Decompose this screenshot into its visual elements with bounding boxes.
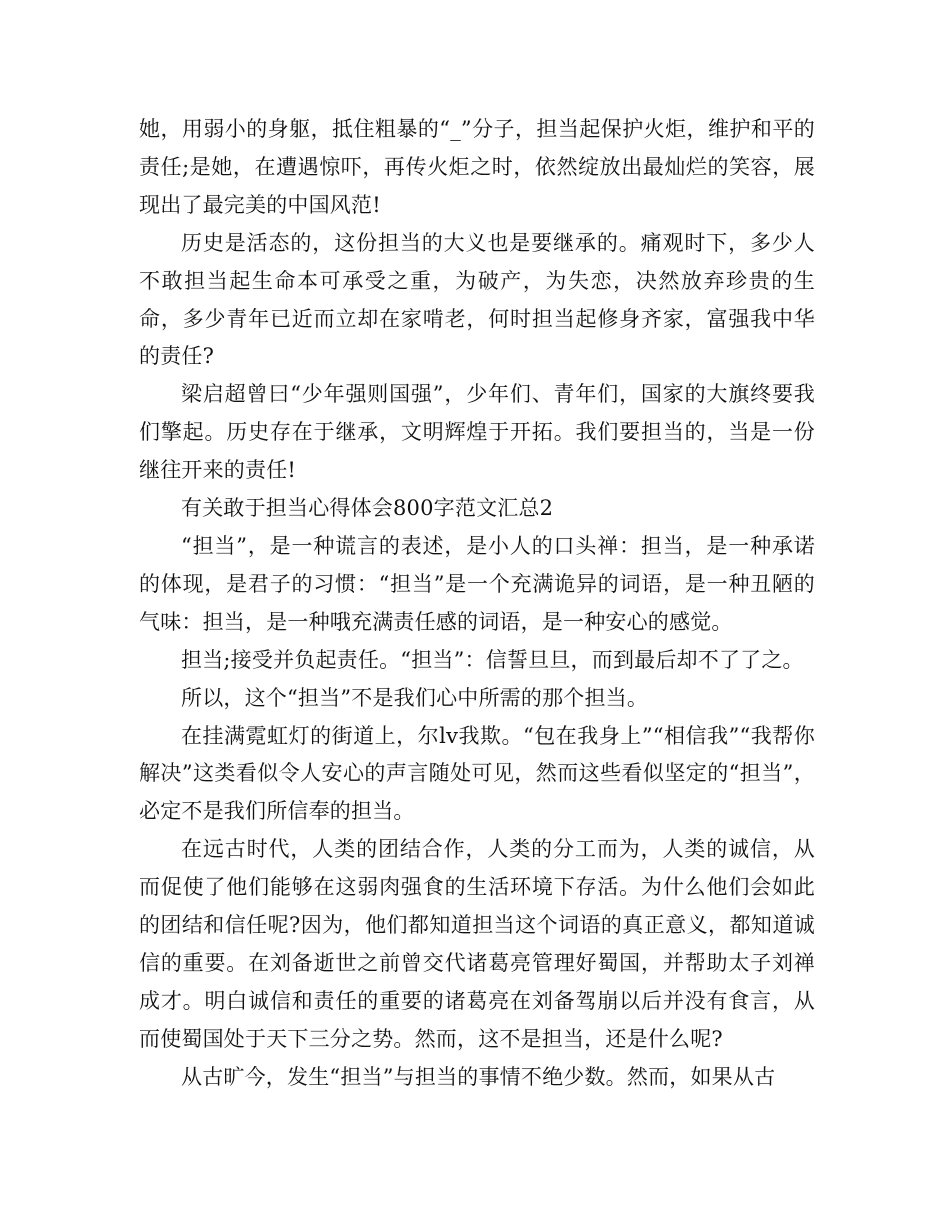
paragraph-8: 在远古时代，人类的团结合作，人类的分工而为，人类的诚信，从而促使了他们能够在这弱肉强食的生活环境下存活。为什么他们会如此的团结和信任呢?因为，他们都知道担当这个词语的真正意义，都知道诚信的重要。在刘备逝世之前曾交代诸葛亮管理好蜀国，并帮助太子刘禅成才。明白诚信和责任的重要的诸葛亮在刘备驾崩以后并没有食言，从而使蜀国处于天下三分之势。然而，这不是担当，还是什么呢? bbox=[139, 837, 815, 1051]
paragraph-1: 她，用弱小的身躯，抵住粗暴的“_”分子，担当起保护火炬，维护和平的责任;是她，在遭遇惊吓，再传火炬之时，依然绽放出最灿烂的笑容，展现出了最完美的中国风范! bbox=[139, 117, 815, 217]
paragraph-5: 担当;接受并负起责任。“担当”：信誓旦旦，而到最后却不了了之。 bbox=[181, 647, 804, 672]
document-body bbox=[139, 111, 815, 1097]
paragraph-4: “担当”，是一种谎言的表述，是小人的口头禅：担当，是一种承诺的体现，是君子的习惯：“担当”是一个充满诡异的词语，是一种丑陋的气味：担当，是一种哦充满责任感的词语，是一种安心的感觉。 bbox=[139, 533, 815, 634]
paragraph-7: 在挂满霓虹灯的街道上，尔lv我欺。“包在我身上”“相信我”“我帮你解决”这类看似令人安心的声言随处可见，然而这些看似坚定的“担当”，必定不是我们所信奉的担当。 bbox=[139, 723, 815, 824]
section-heading: 有关敢于担当心得体会800字范文汇总2 bbox=[181, 496, 554, 521]
paragraph-6: 所以，这个“担当”不是我们心中所需的那个担当。 bbox=[181, 685, 649, 710]
paragraph-3: 梁启超曾曰“少年强则国强”，少年们、青年们，国家的大旗终要我们擎起。历史存在于继承，文明辉煌于开拓。我们要担当的，当是一份继往开来的责任! bbox=[139, 382, 815, 483]
paragraph-9: 从古旷今，发生“担当”与担当的事情不绝少数。然而，如果从古 bbox=[181, 1064, 776, 1089]
paragraph-2: 历史是活态的，这份担当的大义也是要继承的。痛观时下，多少人不敢担当起生命本可承受之重，为破产，为失恋，决然放弃珍贵的生命，多少青年已近而立却在家啃老，何时担当起修身齐家，富强我中华的责任? bbox=[139, 230, 815, 369]
